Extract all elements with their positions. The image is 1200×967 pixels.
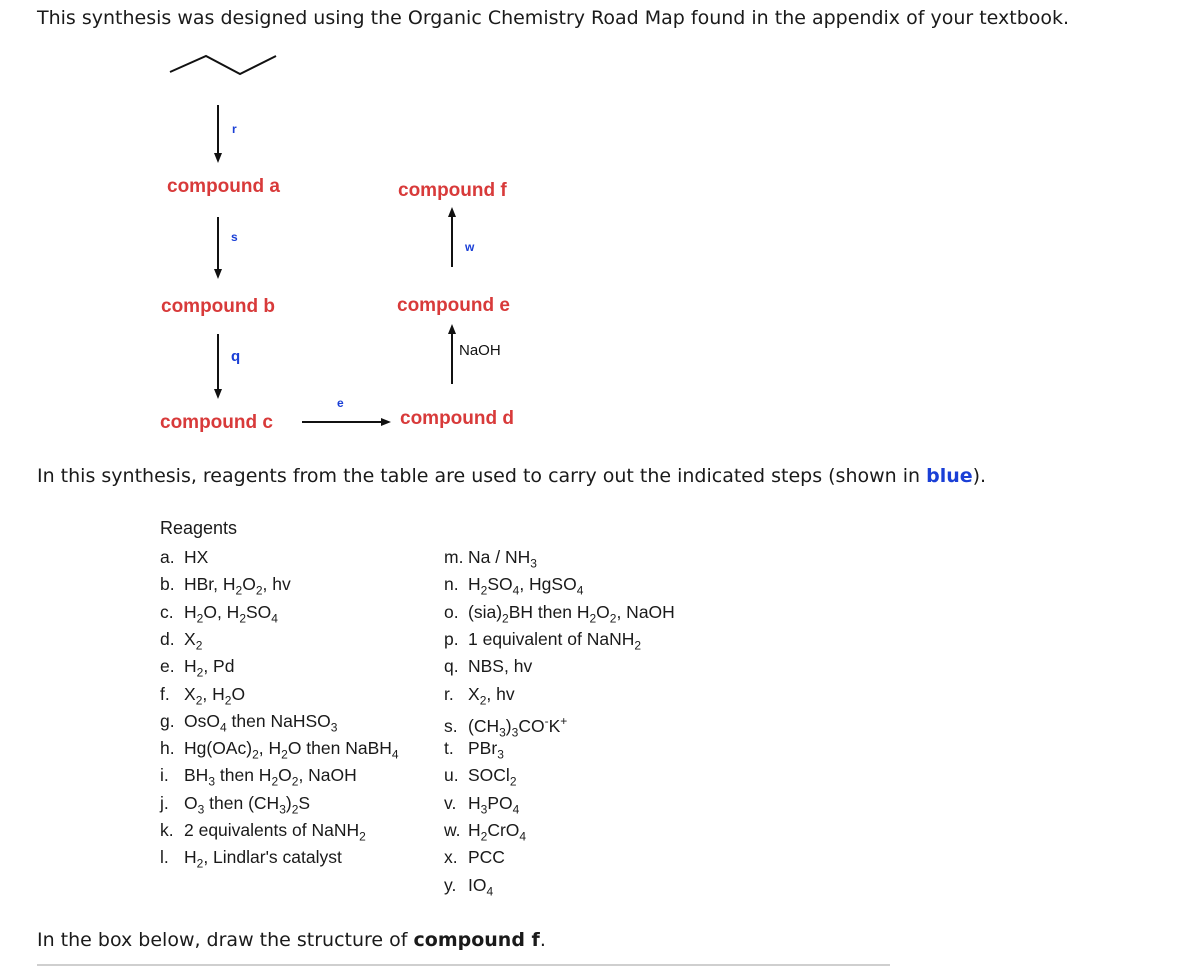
reagent-letter: m. <box>444 547 464 567</box>
reagent-item <box>444 846 505 868</box>
reagent-text: HBr, $H_2O_2$, hv <box>184 574 291 598</box>
reagent-text: $X_2$, $H_2O$ <box>184 683 246 707</box>
reagent-text: $O_3$ then $(CH_3)_2S$ <box>184 792 311 817</box>
reagent-item <box>160 546 208 568</box>
reagents-title: Reagents <box>160 518 238 538</box>
question-highlight: compound f <box>413 929 540 951</box>
reagent-item <box>444 628 641 657</box>
reagent-text: 2 equivalents of NaNH$_2$ <box>184 820 366 844</box>
reagent-item <box>444 655 532 677</box>
reagent-text: $H_2O$, $H_2SO_4$ <box>184 601 278 626</box>
compound-e-label: compound e <box>397 295 510 316</box>
step-s-label: s <box>231 230 238 244</box>
compound-b-label: compound b <box>161 296 275 317</box>
reagent-item <box>444 546 537 575</box>
question-after: . <box>539 929 546 951</box>
reagent-item <box>444 874 493 903</box>
reagent-text: $H_2$, Pd <box>184 656 235 680</box>
reagent-text: $Hg(OAc)_2$, $H_2O$ then NaBH$_4$ <box>184 738 399 762</box>
reagent-letter: w. <box>444 820 461 840</box>
reagent-letter: q. <box>444 656 459 677</box>
reagent-text: PBr$_3$ <box>468 738 504 762</box>
reagent-letter: n. <box>444 574 459 595</box>
reagent-text: $(sia)_2BH$ then $H_2O_2$, NaOH <box>468 601 675 626</box>
reagent-item <box>160 628 202 657</box>
reagent-item <box>444 683 515 712</box>
question-before: In the box below, draw the structure of <box>37 929 414 951</box>
step-q-label: q <box>231 348 241 365</box>
reagent-letter: y. <box>444 874 457 895</box>
reagent-text: Na / $NH_3$ <box>468 547 537 571</box>
reagent-letter: o. <box>444 601 459 622</box>
reagent-letter: b. <box>160 574 175 595</box>
reagent-letter: r. <box>444 683 454 704</box>
reagent-item <box>160 792 310 821</box>
reagent-text: $(CH_3)_3CO^-K^+$ <box>468 713 568 740</box>
reagent-text: $H_3PO_4$ <box>468 792 520 817</box>
instruction-after: ). <box>972 465 987 487</box>
reagent-letter: h. <box>160 738 175 759</box>
reagent-item <box>160 819 366 848</box>
reagent-letter: l. <box>160 847 169 868</box>
reagent-item <box>444 573 583 602</box>
reagent-text: HX <box>184 547 209 567</box>
reagent-letter: t. <box>444 738 454 759</box>
reagent-item <box>160 846 342 875</box>
compound-f-label: compound f <box>398 180 507 201</box>
question-text <box>37 928 546 952</box>
reagent-item <box>160 737 399 766</box>
reagent-letter: d. <box>160 628 175 649</box>
reagent-item <box>160 601 278 630</box>
reagent-text: $IO_4$ <box>468 874 494 899</box>
reagent-letter: g. <box>160 710 175 731</box>
reagent-item <box>444 792 519 821</box>
reagent-letter: j. <box>160 792 169 813</box>
reagent-letter: u. <box>444 765 459 786</box>
step-naoh-label: NaOH <box>459 342 501 359</box>
reagent-text: SOCl$_2$ <box>468 765 517 789</box>
intro-text: This synthesis was designed using the Organic Chemistry Road Map found in the appendix of your textbook. <box>37 7 1070 29</box>
reagent-text: $H_2SO_4$, HgSO$_4$ <box>468 574 584 598</box>
reagent-letter: c. <box>160 601 174 622</box>
instruction-text <box>37 464 986 488</box>
reagent-letter: a. <box>160 547 175 567</box>
step-e-label: e <box>337 396 344 410</box>
reagent-letter: e. <box>160 656 175 677</box>
reagent-item <box>444 601 675 630</box>
reagent-text: PCC <box>468 847 505 868</box>
reagent-item <box>444 819 526 848</box>
starting-material-structure <box>170 56 276 74</box>
reagent-letter: x. <box>444 847 458 868</box>
reagent-item <box>160 710 337 739</box>
reagent-text: 1 equivalent of NaNH$_2$ <box>468 628 642 653</box>
reagent-letter: i. <box>160 765 169 786</box>
step-r-label: r <box>232 122 237 136</box>
reagent-item <box>444 737 504 766</box>
reagent-letter: v. <box>444 792 457 813</box>
reagent-item <box>160 573 291 602</box>
answer-box-border <box>37 964 890 966</box>
step-w-label: w <box>465 240 475 254</box>
compound-c-label: compound c <box>160 412 273 433</box>
instruction-before: In this synthesis, reagents from the table are used to carry out the indicated steps (shown in <box>37 465 927 487</box>
reagent-item <box>444 764 517 793</box>
instruction-highlight: blue <box>926 465 973 487</box>
reagent-letter: f. <box>160 683 170 704</box>
reagent-item <box>160 683 245 712</box>
reagent-item <box>160 764 357 793</box>
reagent-text: $X_2$, hv <box>468 683 515 707</box>
reagent-text: OsO$_4$ then NaHSO$_3$ <box>184 710 338 735</box>
compound-d-label: compound d <box>400 408 514 429</box>
reagent-text: NBS, hv <box>468 656 533 677</box>
reagent-item <box>160 655 234 684</box>
reagent-text: $H_2$, Lindlar's catalyst <box>184 847 342 871</box>
reagent-letter: k. <box>160 820 174 840</box>
reagent-letter: p. <box>444 628 459 649</box>
reagent-text: $BH_3$ then $H_2O_2$, NaOH <box>184 765 357 789</box>
reagent-letter: s. <box>444 715 458 736</box>
reagent-text: $H_2CrO_4$ <box>468 820 527 844</box>
reagent-text: $X_2$ <box>184 628 203 653</box>
compound-a-label: compound a <box>167 176 280 197</box>
